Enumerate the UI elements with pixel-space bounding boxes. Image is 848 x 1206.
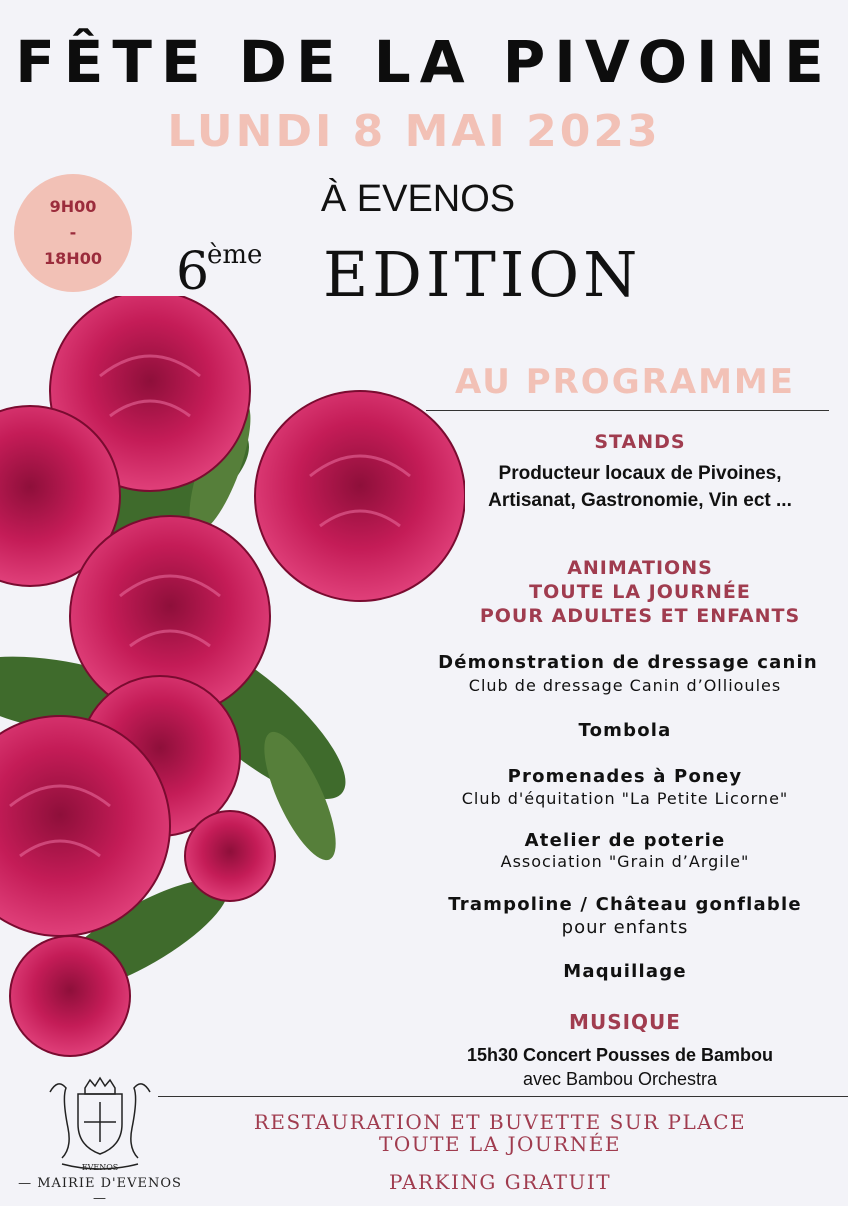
mairie-crest-logo	[40, 1072, 160, 1174]
item-poney-subtitle: Club d'équitation "La Petite Licorne"	[461, 789, 789, 808]
animations-heading-1: ANIMATIONS	[567, 557, 713, 579]
item-dressage-title: Démonstration de dressage canin	[438, 652, 818, 673]
footer-divider	[158, 1096, 848, 1097]
item-poterie-title: Atelier de poterie	[524, 830, 726, 851]
event-title: FÊTE DE LA PIVOINE	[15, 28, 833, 96]
item-trampoline-subtitle: pour enfants	[561, 917, 689, 938]
item-poterie-subtitle: Association "Grain d’Argile"	[500, 852, 750, 871]
item-poney-title: Promenades à Poney	[507, 766, 743, 787]
hours-separator: -	[69, 223, 77, 242]
item-dressage-subtitle: Club de dressage Canin d’Ollioules	[468, 676, 782, 695]
edition-superscript: ème	[207, 240, 263, 270]
restauration-line-1: RESTAURATION ET BUVETTE SUR PLACE	[253, 1110, 747, 1134]
restauration-line-2: TOUTE LA JOURNÉE	[379, 1132, 621, 1156]
programme-divider	[426, 410, 829, 411]
music-heading: MUSIQUE	[569, 1010, 681, 1034]
parking-label: PARKING GRATUIT	[388, 1170, 612, 1194]
stands-heading: STANDS	[594, 431, 686, 453]
hours-start: 9H00	[49, 197, 97, 216]
stands-line-1: Producteur locaux de Pivoines,	[498, 463, 782, 484]
programme-title: AU PROGRAMME	[454, 362, 795, 402]
edition-word: EDITION	[323, 238, 642, 311]
item-tombola-title: Tombola	[578, 720, 672, 741]
mairie-label: — MAIRIE D'EVENOS —	[18, 1176, 182, 1206]
crest-text: EVENOS	[81, 1163, 119, 1172]
edition-number: 6	[176, 242, 210, 302]
music-subtitle: avec Bambou Orchestra	[522, 1069, 718, 1089]
event-place: À EVENOS	[320, 178, 516, 220]
event-date: LUNDI 8 MAI 2023	[167, 106, 661, 157]
stands-line-2: Artisanat, Gastronomie, Vin ect ...	[488, 490, 792, 511]
item-maquillage-title: Maquillage	[563, 961, 687, 982]
animations-heading-3: POUR ADULTES ET ENFANTS	[479, 605, 801, 627]
item-trampoline-title: Trampoline / Château gonflable	[448, 894, 802, 915]
animations-heading-2: TOUTE LA JOURNÉE	[529, 581, 751, 603]
hours-end: 18H00	[44, 249, 102, 268]
music-title: 15h30 Concert Pousses de Bambou	[466, 1045, 774, 1065]
